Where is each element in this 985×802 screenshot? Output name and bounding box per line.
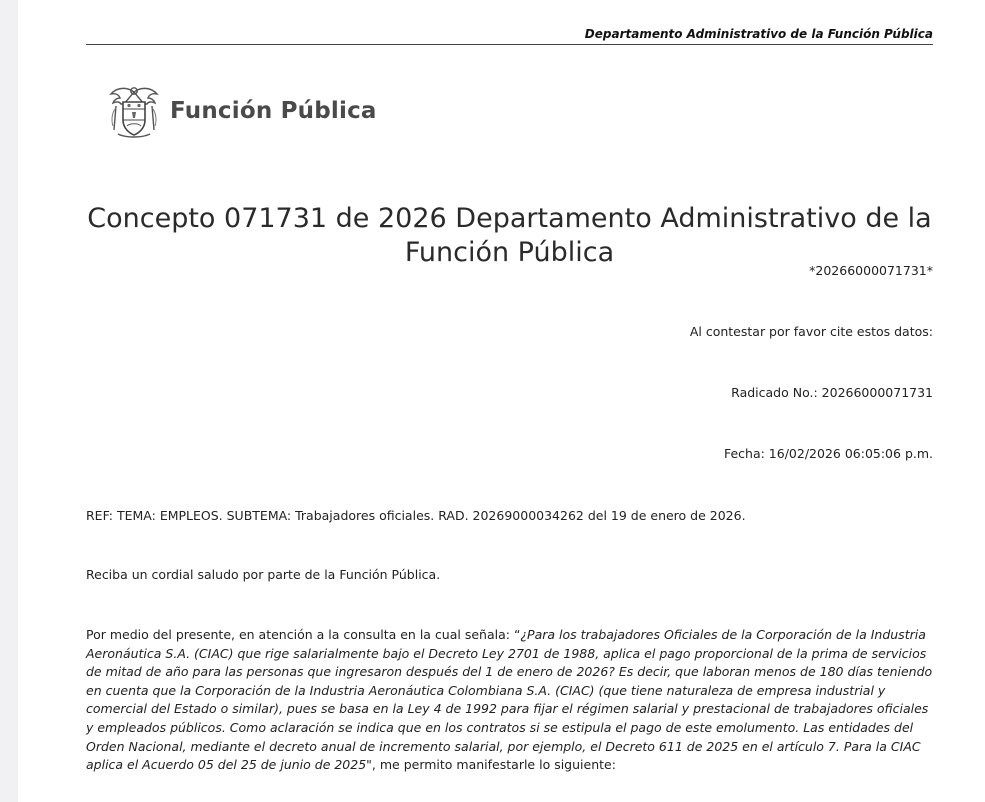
- header-institution: Departamento Administrativo de la Función Pública: [584, 27, 933, 41]
- document-title: Concepto 071731 de 2026 Departamento Administrativo de la Función Pública: [87, 203, 932, 269]
- document-date: Fecha: 16/02/2026 06:05:06 p.m.: [723, 446, 933, 461]
- document-page: [18, 0, 985, 802]
- greeting-line: Reciba un cordial saludo por parte de la Función Pública.: [86, 567, 441, 582]
- left-gutter: [0, 0, 18, 802]
- intro-paragraph: [86, 626, 933, 775]
- barcode-number: *20266000071731*: [809, 263, 933, 278]
- coat-of-arms-icon: [108, 82, 160, 140]
- reference-line: REF: TEMA: EMPLEOS. SUBTEMA: Trabajadores oficiales. RAD. 20269000034262 del 19 de enero de 2026.: [86, 508, 746, 523]
- logo-text: Función Pública: [170, 98, 377, 124]
- logo: [108, 82, 377, 140]
- intro-prefix: Por medio del presente, en atención a la consulta en la cual señala: “: [86, 627, 521, 642]
- header-divider: [86, 44, 933, 45]
- cite-note: Al contestar por favor cite estos datos:: [689, 324, 933, 339]
- intro-quote: ¿Para los trabajadores Oficiales de la Corporación de la Industria Aeronáutica S.A. (CIAC) que rige salarialmente bajo el Decreto Ley 2701 de 1988, aplica el pago proporcional de la prima de servicios de mitad de año para las personas que ingresaron después del 1 de enero de 2026? Es decir, que laboran menos de 180 días teniendo en cuenta que la Corporación de la Industria Aeronáutica Colombiana S.A. (CIAC) (que tiene naturaleza de empresa industrial y comercial del Estado o similar), pues se basa en la Ley 4 de 1992 para fijar el régimen salarial y prestacional de trabajadores oficiales y empleados públicos. Como aclaración se indica que en los contratos si se estipula el pago de este emolumento. Las entidades del Orden Nacional, mediante el decreto anual de incremento salarial, por ejemplo, el Decreto 611 de 2025 en el artículo 7. Para la CIAC aplica el Acuerdo 05 del 25 de junio de 2025: [86, 627, 933, 773]
- radicado-number: Radicado No.: 20266000071731: [731, 385, 933, 400]
- intro-suffix: ", me permito manifestarle lo siguiente:: [366, 757, 616, 773]
